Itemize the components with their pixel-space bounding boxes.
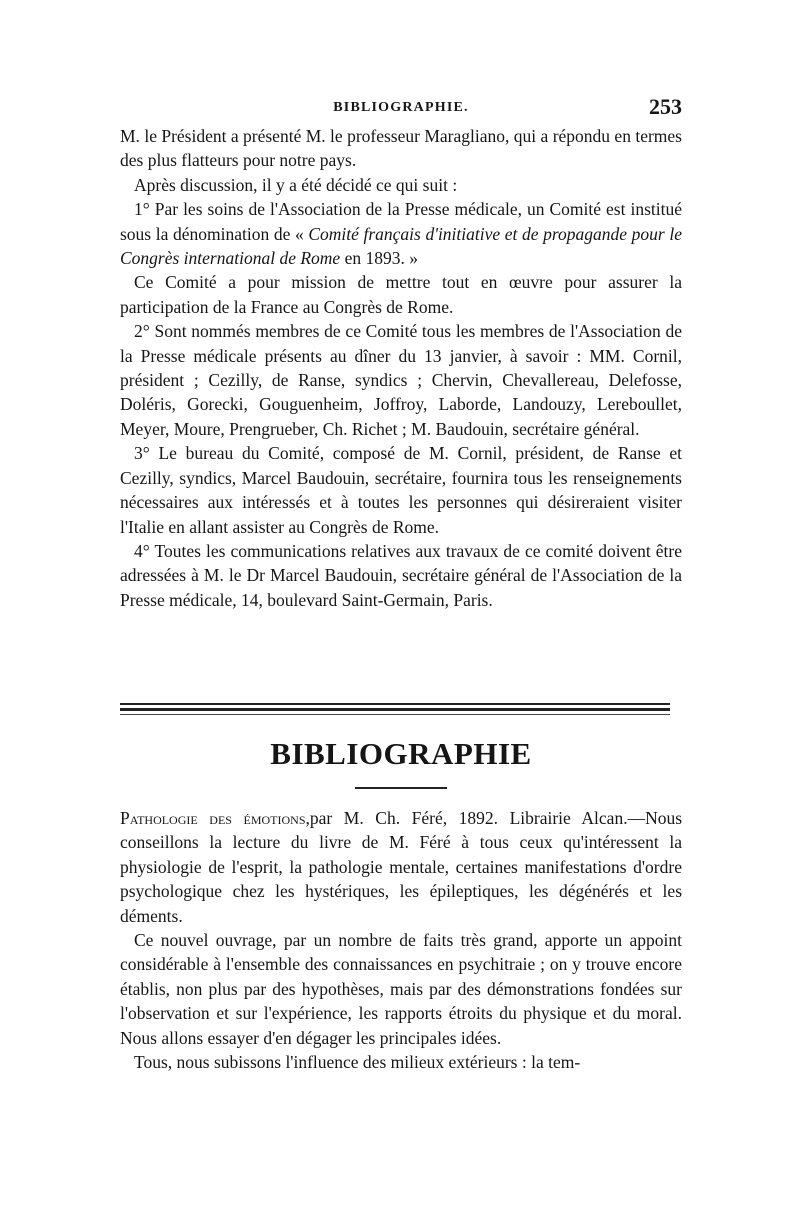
section-divider (120, 701, 670, 719)
book-review-text (120, 806, 682, 1074)
article-1-lead: 1° Par les soins de l'Association de la Presse médicale, un Comité est institué sous la dénomination de « (120, 199, 682, 244)
divider-line (120, 703, 670, 705)
running-header (120, 94, 682, 124)
divider-line (120, 708, 670, 711)
paragraph-review-3: Tous, nous subissons l'influence des milieux extérieurs : la tem- (134, 1052, 581, 1073)
heading-underline (355, 787, 447, 789)
section-heading: BIBLIOGRAPHIE (270, 736, 532, 771)
committee-name: Comité français d'initiative et de propagande pour le Congrès international de Rome (120, 223, 682, 269)
paragraph-article-3: 3° Le bureau du Comité, composé de M. Cornil, président, de Ranse et Cezilly, syndics, Marcel Baudouin, secrétaire, fournira tous les renseignements nécessaires aux intéressés et à toutes les personnes qui désireraient visiter l'Italie en allant assister au Congrès de Rome. (120, 443, 682, 537)
paragraph-review-intro (120, 806, 682, 928)
paragraph-article-2: 2° Sont nommés membres de ce Comité tous les membres de l'Association de la Presse médicale présents au dîner du 13 janvier, à savoir : MM. Cornil, président ; Cezilly, de Ranse, syndics ; Chervin, Chevallereau, Delefosse, Doléris, Gorecki, Gouguenheim, Joffroy, Laborde, Landouzy, Lereboullet, Meyer, Moure, Prengrueber, Ch. Richet ; M. Baudouin, secrétaire général. (120, 321, 682, 439)
article-1-tail: en 1893. » (340, 248, 418, 269)
paragraph-president: M. le Président a présenté M. le professeur Maragliano, qui a répondu en termes des plus flatteurs pour notre pays. (120, 126, 682, 171)
page-number: 253 (649, 94, 682, 119)
committee-report-text (120, 124, 682, 612)
paragraph-review-2: Ce nouvel ouvrage, par un nombre de faits très grand, apporte un appoint considérable à l'ensemble des connaissances en psychitraie ; on y trouve encore établis, non plus par des hypothèses, mais par des démonstrations fondées sur l'observation et sur l'expérience, les rapports étroits du physique et du moral. Nous allons essayer d'en dégager les principales idées. (120, 930, 682, 1048)
paragraph-article-1 (120, 197, 682, 270)
paragraph-discussion: Après discussion, il y a été décidé ce qui suit : (134, 174, 458, 195)
paragraph-article-4: 4° Toutes les communications relatives aux travaux de ce comité doivent être adressées à M. le Dr Marcel Baudouin, secrétaire général de l'Association de la Presse médicale, 14, boulevard Saint-Germain, Paris. (120, 540, 682, 610)
review-book-title: Pathologie des émotions, (120, 808, 310, 828)
running-title: BIBLIOGRAPHIE. (333, 100, 469, 115)
review-intro-body: par M. Ch. Féré, 1892. Librairie Alcan.—Nous conseillons la lecture du livre de M. Féré à tous ceux qu'intéressent la physiologie de l'esprit, la pathologie mentale, certaines manifestations d'ordre psychologique chez les hystériques, les épileptiques, les dégénérés et les déments. (120, 808, 683, 926)
paragraph-mission: Ce Comité a pour mission de mettre tout en œuvre pour assurer la participation de la France au Congrès de Rome. (120, 272, 682, 317)
divider-line (120, 714, 670, 715)
